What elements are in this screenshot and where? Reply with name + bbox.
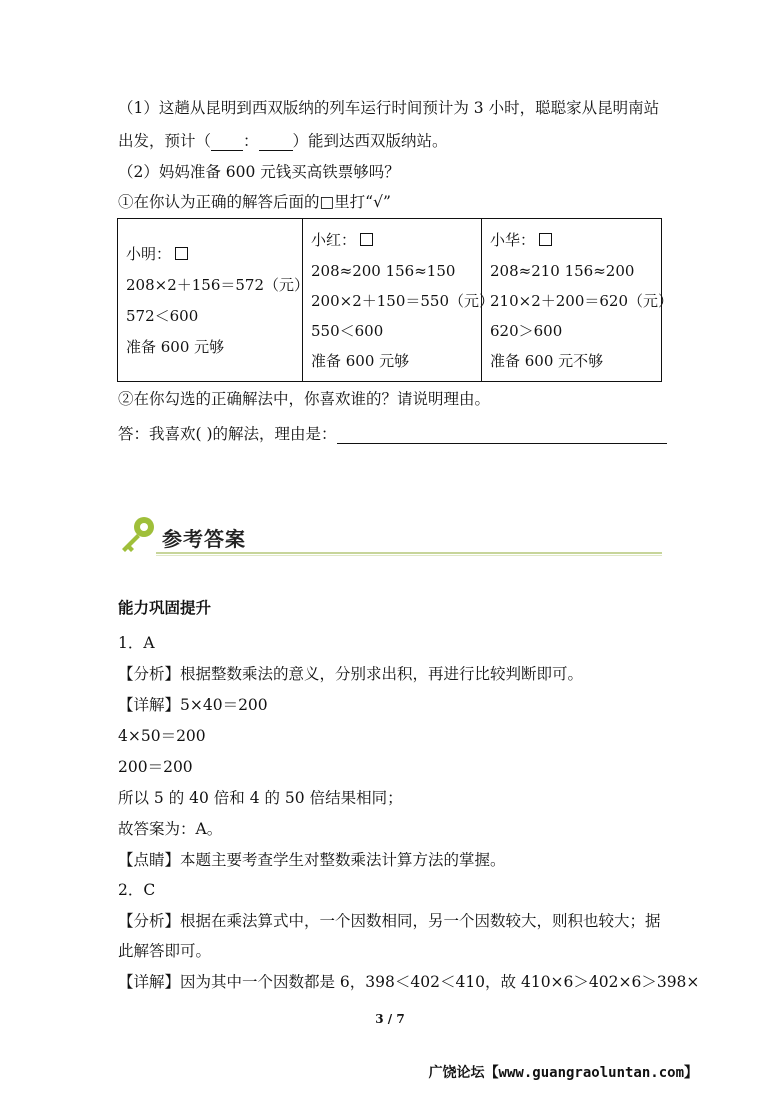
section-title: 能力巩固提升 [118,599,212,617]
answer-prompt: 答：我喜欢( )的解法，理由是： [118,424,667,444]
answer-line: 【点睛】本题主要考查学生对整数乘法计算方法的掌握。 [118,851,506,869]
header-divider [156,552,662,554]
footer-url[interactable]: 【www.guangraoluntan.com】 [484,1065,698,1081]
answer-line: 2．C [118,881,156,899]
reason-blank[interactable] [337,427,667,444]
solutions-table [117,218,674,382]
key-icon [114,512,160,558]
minute-blank[interactable] [259,134,293,151]
instruction-preference: ②在你勾选的正确解法中，你喜欢谁的？请说明理由。 [118,390,491,408]
footer-watermark [429,1062,698,1082]
checkbox-xiaohua[interactable] [539,233,552,246]
question-part2: （2）妈妈准备 600 元钱买高铁票够吗？ [118,163,400,181]
answer-line: 【分析】根据整数乘法的意义，分别求出积，再进行比较判断即可。 [118,665,584,683]
checkbox-xiaoming[interactable] [175,247,188,260]
answers-section-header [114,512,662,560]
instruction-check: ①在你认为正确的解答后面的□里打“√” [118,193,391,211]
answer-line: 【详解】因为其中一个因数都是 6，398＜402＜410，故 410×6＞402×6＞398× [118,973,700,991]
answer-line: 1．A [118,634,155,652]
section-header-title: 参考答案 [162,527,246,551]
solution-xiaohua: 小华： 208≈210 156≈200 210×2＋200＝620（元） 620＞600 准备 600 元不够 [482,219,662,382]
question-part1-line2: 出发，预计（ ： ）能到达西双版纳站。 [118,132,448,150]
answer-line: 200＝200 [118,758,193,776]
page-number: 3 / 7 [375,1012,405,1026]
answer-line: 【详解】5×40＝200 [118,696,268,714]
answer-line: 【分析】根据在乘法算式中，一个因数相同，另一个因数较大，则积也较大；据 [118,912,661,930]
footer-site: 广饶论坛 [428,1065,485,1081]
solution-xiaohong: 小红： 208≈200 156≈150 200×2＋150＝550（元） 550＜600 准备 600 元够 [303,219,482,382]
answer-line: 此解答即可。 [118,942,212,960]
answer-line: 4×50＝200 [118,727,206,745]
answer-line: 故答案为：A。 [118,820,223,838]
solution-xiaoming: 小明： 208×2＋156＝572（元） 572＜600 准备 600 元够 [118,219,303,382]
answer-line: 所以 5 的 40 倍和 4 的 50 倍结果相同； [118,789,403,807]
checkbox-xiaohong[interactable] [360,233,373,246]
question-part1-line1: （1）这趟从昆明到西双版纳的列车运行时间预计为 3 小时，聪聪家从昆明南站 [118,99,660,117]
hour-blank[interactable] [211,134,243,151]
